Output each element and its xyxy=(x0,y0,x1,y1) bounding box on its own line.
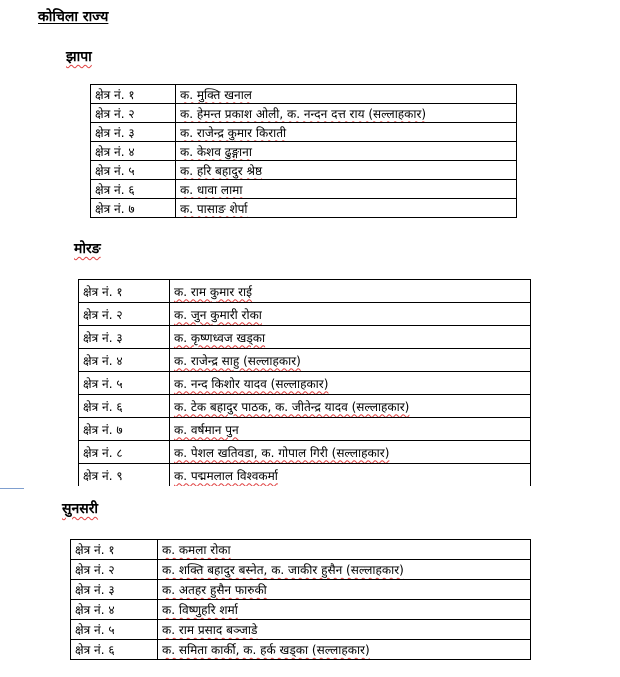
candidate-cell: क. धावा लामा xyxy=(176,180,517,199)
candidate-cell: क. अतहर हुसैन फारुकी xyxy=(158,580,531,600)
jhapa-table-body xyxy=(91,85,517,218)
table-row xyxy=(79,326,531,349)
candidate-cell: क. पेशल खतिवडा, क. गोपाल गिरी (सल्लाहकार) xyxy=(170,441,531,464)
section-heading-jhapa: झापा xyxy=(66,49,92,65)
table-row xyxy=(91,142,517,161)
candidate-cell: क. राम प्रसाद बञ्जाडे xyxy=(158,620,531,640)
candidate-cell: क. नन्द किशोर यादव (सल्लाहकार) xyxy=(170,372,531,395)
candidate-cell: क. राजेन्द्र साहु (सल्लाहकार) xyxy=(170,349,531,372)
area-cell: क्षेत्र नं. ६ xyxy=(71,640,158,660)
candidate-cell: क. राम कुमार राई xyxy=(170,280,531,303)
area-cell: क्षेत्र नं. ४ xyxy=(79,349,170,372)
table-row xyxy=(71,580,531,600)
candidate-cell: क. विष्णुहरि शर्मा xyxy=(158,600,531,620)
table-row xyxy=(91,123,517,142)
area-cell: क्षेत्र नं. १ xyxy=(91,85,176,104)
table-row xyxy=(91,104,517,123)
table-row xyxy=(91,180,517,199)
area-cell: क्षेत्र नं. ३ xyxy=(71,580,158,600)
table-row xyxy=(71,600,531,620)
table-row xyxy=(91,199,517,218)
morang-table-body xyxy=(79,280,531,487)
candidate-cell: क. केशव ढुङ्गाना xyxy=(176,142,517,161)
candidate-cell: क. टेक बहादुर पाठक, क. जीतेन्द्र यादव (सल्लाहकार) xyxy=(170,395,531,418)
candidate-cell: क. वर्षमान पुन xyxy=(170,418,531,441)
candidate-cell: क. हरि बहादुर श्रेष्ठ xyxy=(176,161,517,180)
table-row xyxy=(91,85,517,104)
area-cell: क्षेत्र नं. ६ xyxy=(91,180,176,199)
table-row xyxy=(79,441,531,464)
table-row xyxy=(79,280,531,303)
area-cell: क्षेत्र नं. १ xyxy=(79,280,170,303)
area-cell: क्षेत्र नं. ७ xyxy=(79,418,170,441)
candidate-cell: क. पासाङ शेर्पा xyxy=(176,199,517,218)
candidate-cell: क. राजेन्द्र कुमार किराती xyxy=(176,123,517,142)
candidate-cell: क. कृष्णध्वज खड्का xyxy=(170,326,531,349)
section-heading-morang: मोरङ xyxy=(74,241,101,257)
area-cell: क्षेत्र नं. ५ xyxy=(79,372,170,395)
table-row xyxy=(79,464,531,487)
table-row xyxy=(71,540,531,560)
candidate-cell: क. समिता कार्की, क. हर्क खड्का (सल्लाहकार) xyxy=(158,640,531,660)
page-edge-marker xyxy=(0,488,24,489)
area-cell: क्षेत्र नं. ९ xyxy=(79,464,170,487)
table-row xyxy=(79,303,531,326)
area-cell: क्षेत्र नं. ६ xyxy=(79,395,170,418)
area-cell: क्षेत्र नं. ५ xyxy=(91,161,176,180)
area-cell: क्षेत्र नं. ८ xyxy=(79,441,170,464)
candidate-cell: क. हेमन्त प्रकाश ओली, क. नन्दन दत्त राय (सल्लाहकार) xyxy=(176,104,517,123)
area-cell: क्षेत्र नं. २ xyxy=(79,303,170,326)
table-row xyxy=(91,161,517,180)
table-row xyxy=(79,418,531,441)
page-title: कोचिला राज्य xyxy=(38,9,109,25)
area-cell: क्षेत्र नं. ३ xyxy=(79,326,170,349)
table-row xyxy=(79,349,531,372)
area-cell: क्षेत्र नं. ४ xyxy=(71,600,158,620)
table-row xyxy=(71,560,531,580)
sunsari-table-body xyxy=(71,540,531,660)
area-cell: क्षेत्र नं. ४ xyxy=(91,142,176,161)
area-cell: क्षेत्र नं. १ xyxy=(71,540,158,560)
candidate-cell: क. कमला रोका xyxy=(158,540,531,560)
candidate-cell: क. पद्ममलाल विश्वकर्मा xyxy=(170,464,531,487)
table-row xyxy=(79,372,531,395)
area-cell: क्षेत्र नं. ५ xyxy=(71,620,158,640)
candidate-cell: क. मुक्ति खनाल xyxy=(176,85,517,104)
candidate-cell: क. शक्ति बहादुर बस्नेत, क. जाकीर हुसैन (सल्लाहकार) xyxy=(158,560,531,580)
candidate-cell: क. जुन कुमारी रोका xyxy=(170,303,531,326)
area-cell: क्षेत्र नं. २ xyxy=(91,104,176,123)
area-cell: क्षेत्र नं. ३ xyxy=(91,123,176,142)
table-row xyxy=(71,620,531,640)
area-cell: क्षेत्र नं. २ xyxy=(71,560,158,580)
jhapa-table xyxy=(90,84,517,218)
area-cell: क्षेत्र नं. ७ xyxy=(91,199,176,218)
section-heading-sunsari: सुनसरी xyxy=(62,501,99,517)
table-row xyxy=(79,395,531,418)
morang-table xyxy=(78,279,531,486)
sunsari-table xyxy=(70,539,531,660)
table-row xyxy=(71,640,531,660)
